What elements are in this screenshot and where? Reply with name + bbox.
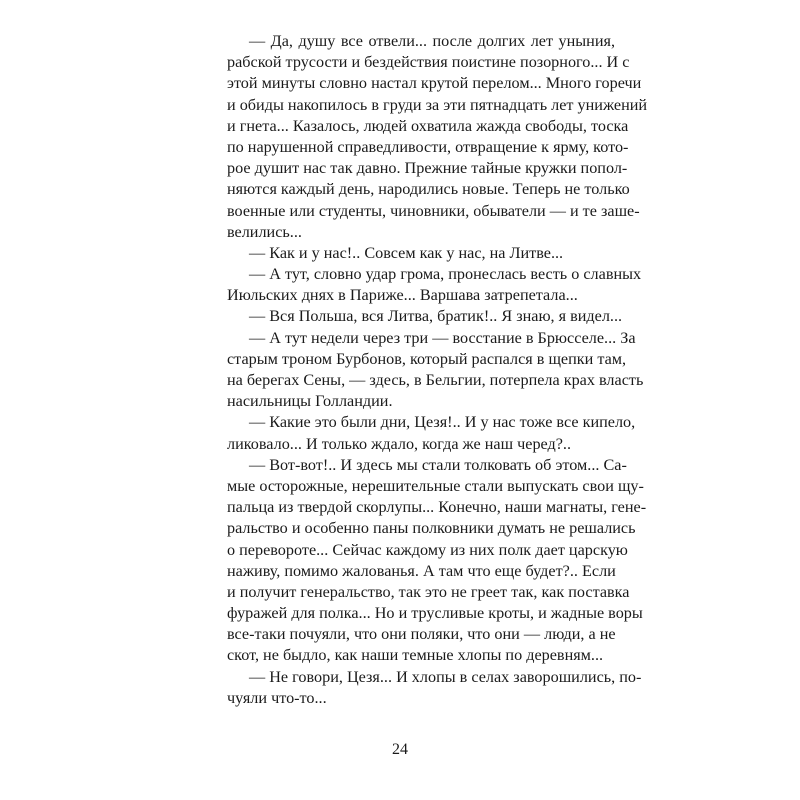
text-line: — Вот-вот!.. И здесь мы стали толковать об этом... Са- <box>249 455 627 474</box>
text-line: все-таки почуяли, что они поляки, что они — люди, а не <box>227 625 616 644</box>
text-line: ральство и особенно паны полковники думать не решались <box>227 519 636 538</box>
text-line: о перевороте... Сейчас каждому из них полк дает царскую <box>227 540 628 559</box>
text-line: чуяли что-то... <box>227 688 327 707</box>
page-number: 24 <box>392 741 408 758</box>
text-line: мые осторожные, нерешительные стали выпускать свои щу- <box>227 476 644 495</box>
text-line: — А тут, словно удар грома, пронеслась весть о славных <box>249 265 642 284</box>
text-line: рое душит нас так давно. Прежние тайные кружки попол- <box>227 159 628 178</box>
text-line: военные или студенты, чиновники, обыватели — и те заше- <box>227 201 640 220</box>
text-line: по нарушенной справедливости, отвращение к ярму, кото- <box>227 137 629 156</box>
text-line: няются каждый день, народились новые. Теперь не только <box>227 180 630 199</box>
text-line: скот, не быдло, как наши темные хлопы по деревням... <box>227 646 604 665</box>
text-line: наживу, помимо жалованья. А там что еще будет?.. Если <box>227 561 616 580</box>
text-line: насильницы Голландии. <box>227 392 393 411</box>
text-line: рабской трусости и бездействия поистине позорного... И с <box>227 53 630 72</box>
page-text <box>227 31 648 709</box>
text-line: и обиды накопилось в груди за эти пятнадцать лет унижений <box>227 95 648 114</box>
text-line: этой минуты словно настал крутой перелом... Много горечи <box>227 74 642 93</box>
text-line: Июльских днях в Париже... Варшава затрепетала... <box>227 286 578 305</box>
text-line: фуражей для полка... Но и трусливые кроты, и жадные воры <box>227 604 643 623</box>
text-line: — Как и у нас!.. Совсем как у нас, на Литве... <box>249 243 564 262</box>
text-line: на берегах Сены, — здесь, в Бельгии, потерпела крах власть <box>227 371 644 389</box>
text-line: — Не говори, Цезя... И хлопы в селах заворошились, по- <box>249 667 642 686</box>
text-line: старым троном Бурбонов, который распался в щепки там, <box>227 349 627 368</box>
text-line: — Да, душу все отвели... после долгих лет уныния, <box>249 32 615 50</box>
text-line: велились... <box>227 222 302 241</box>
text-line: пальца из твердой скорлупы... Конечно, наши магнаты, гене- <box>227 498 647 517</box>
text-line: и получит генеральство, так это не греет так, как поставка <box>227 582 630 601</box>
text-line: — А тут недели через три — восстание в Брюсселе... За <box>249 328 636 347</box>
text-line: ликовало... И только ждало, когда же наш черед?.. <box>227 434 572 453</box>
text-line: — Какие это были дни, Цезя!.. И у нас тоже все кипело, <box>249 413 636 432</box>
text-line: и гнета... Казалось, людей охватила жажда свободы, тоска <box>227 116 629 135</box>
text-line: — Вся Польша, вся Литва, братик!.. Я знаю, я видел... <box>249 307 623 326</box>
